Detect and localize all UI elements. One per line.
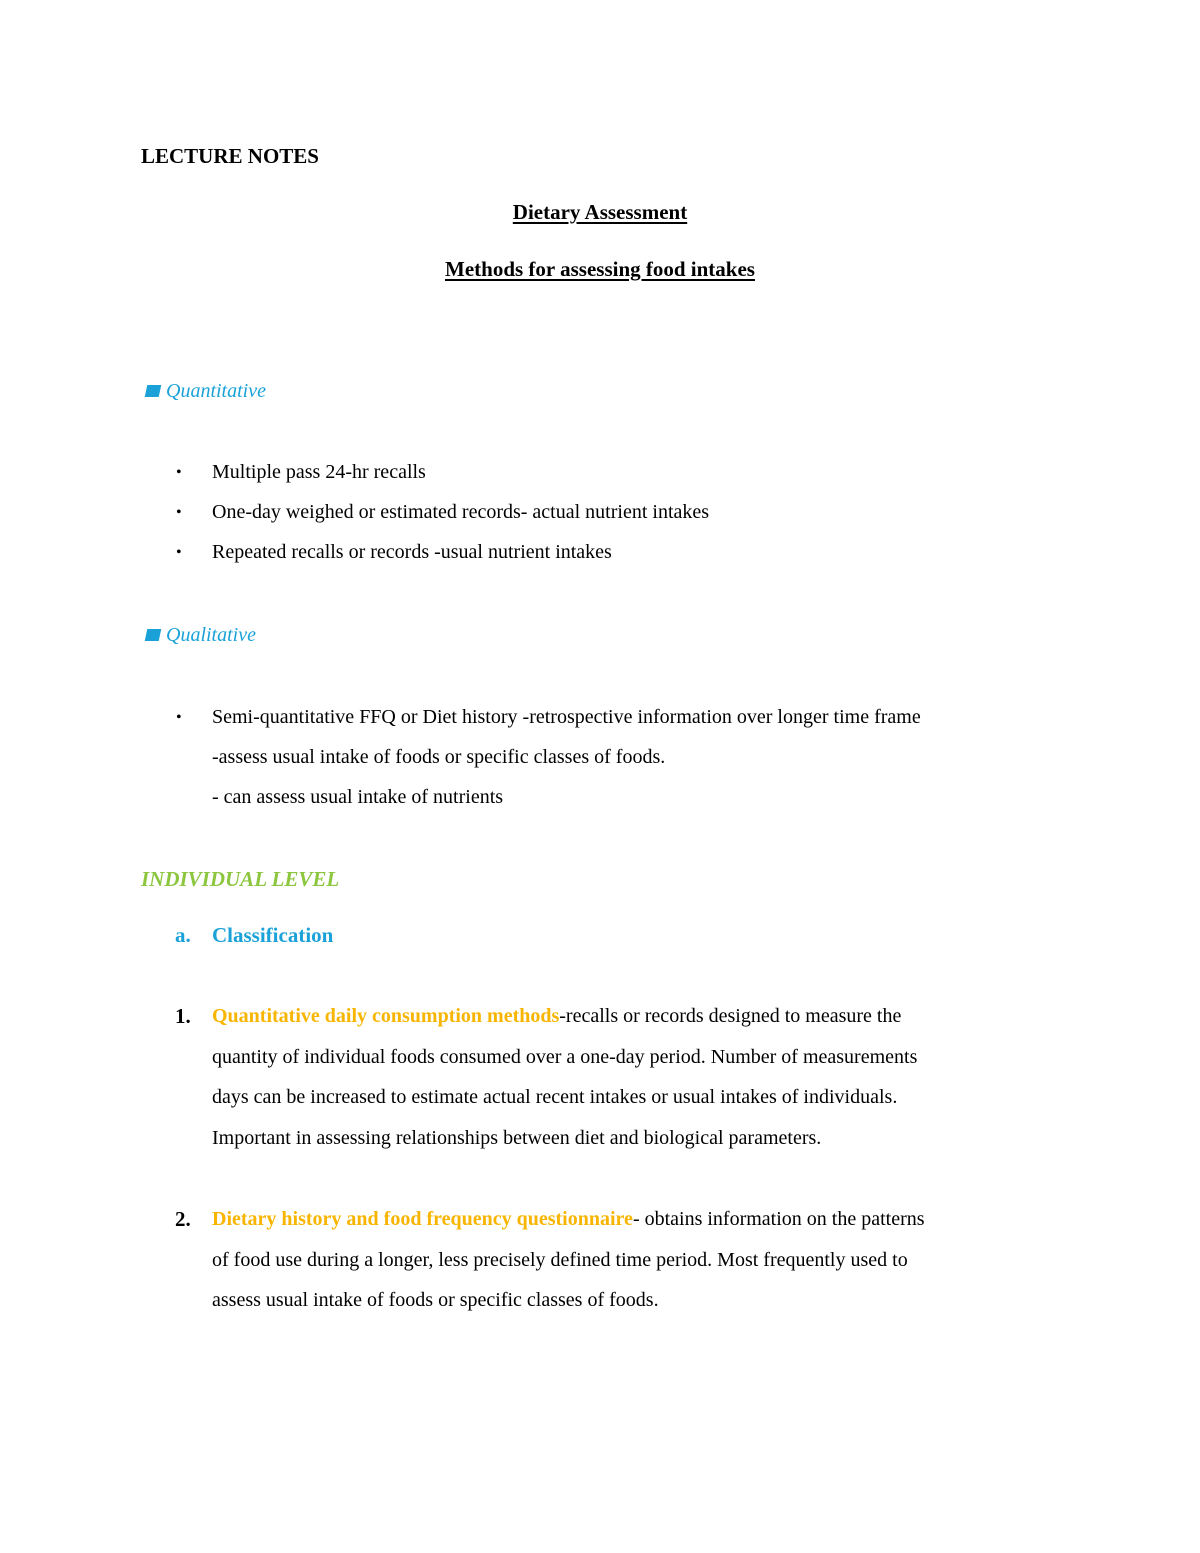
classification-marker: a. <box>175 923 191 947</box>
square-bullet-icon <box>145 629 162 641</box>
method-term: Quantitative daily consumption methods <box>212 1005 560 1027</box>
method-text: - obtains information on the patterns <box>632 1208 925 1230</box>
method-number: 1. <box>175 1004 191 1028</box>
page-title <box>0 202 1200 223</box>
method-text-line: days can be increased to estimate actual recent intakes or usual intakes of individuals. <box>212 1086 898 1108</box>
method-first-line <box>212 1209 925 1229</box>
list-item: Multiple pass 24-hr recalls <box>212 461 426 483</box>
method-number: 2. <box>175 1207 191 1231</box>
bullet-icon: • <box>176 504 182 521</box>
method-text-line: quantity of individual foods consumed over a one-day period. Number of measurements <box>212 1046 918 1068</box>
method-first-line <box>212 1006 901 1026</box>
bullet-icon: • <box>176 544 182 561</box>
list-item: Semi-quantitative FFQ or Diet history -retrospective information over longer time frame <box>212 706 921 728</box>
list-item-continuation: -assess usual intake of foods or specific classes of foods. <box>212 746 666 768</box>
lecture-notes-label: LECTURE NOTES <box>141 144 319 168</box>
bullet-icon: • <box>176 709 182 726</box>
page-subtitle <box>0 259 1200 280</box>
quantitative-heading <box>146 381 266 401</box>
list-item: Repeated recalls or records -usual nutrient intakes <box>212 541 612 563</box>
method-term: Dietary history and food frequency questionnaire <box>212 1208 633 1230</box>
individual-level-heading: INDIVIDUAL LEVEL <box>141 867 340 891</box>
qualitative-heading <box>146 625 256 645</box>
page-title-text: Dietary Assessment <box>512 200 688 224</box>
method-text-line: Important in assessing relationships between diet and biological parameters. <box>212 1127 822 1149</box>
qualitative-label: Qualitative <box>166 624 256 646</box>
square-bullet-icon <box>145 385 162 397</box>
bullet-icon: • <box>176 464 182 481</box>
list-item: One-day weighed or estimated records- actual nutrient intakes <box>212 501 710 523</box>
page-subtitle-text: Methods for assessing food intakes <box>445 257 755 281</box>
classification-heading: Classification <box>212 923 334 947</box>
method-text-line: assess usual intake of foods or specific classes of foods. <box>212 1289 659 1311</box>
method-text-line: of food use during a longer, less precisely defined time period. Most frequently used to <box>212 1249 908 1271</box>
method-text: -recalls or records designed to measure the <box>559 1005 902 1027</box>
list-item-continuation: - can assess usual intake of nutrients <box>212 786 504 808</box>
quantitative-label: Quantitative <box>166 380 266 402</box>
